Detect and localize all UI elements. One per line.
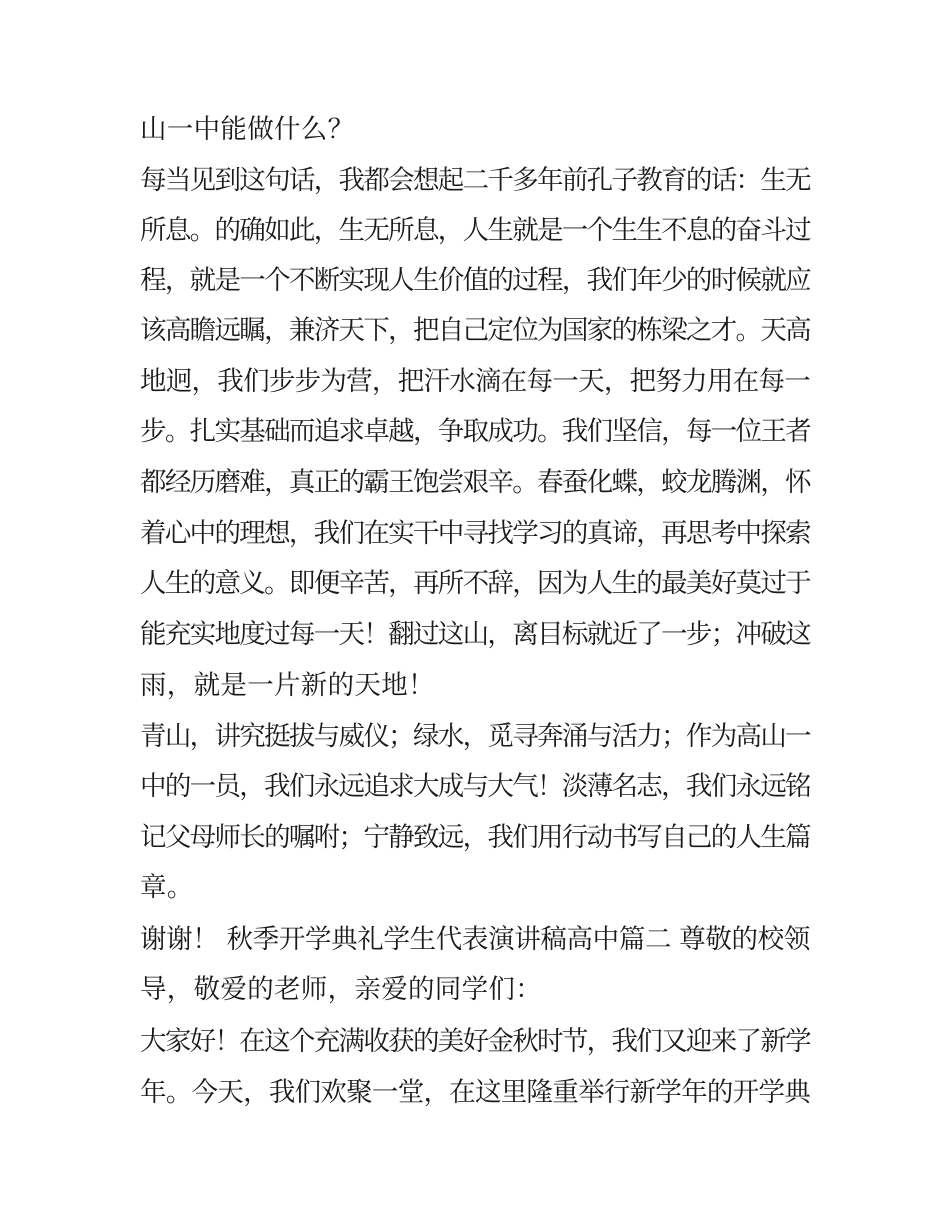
text-line: 中的一员，我们永远追求大成与大气！淡薄名志，我们永远铭	[140, 771, 810, 802]
text-line: 雨，就是一片新的天地！	[140, 670, 435, 701]
text-line: 山一中能做什么？	[140, 114, 355, 145]
text-line: 该高瞻远瞩，兼济天下，把自己定位为国家的栋梁之才。天高	[140, 315, 810, 346]
text-line: 人生的意义。即便辛苦，再所不辞，因为人生的最美好莫过于	[140, 568, 810, 599]
text-line: 记父母师长的嘱咐；宁静致远，我们用行动书写自己的人生篇	[140, 822, 810, 853]
text-line: 导，敬爱的老师，亲爱的同学们：	[140, 974, 542, 1005]
text-line: 大家好！在这个充满收获的美好金秋时节，我们又迎来了新学	[140, 1026, 810, 1057]
text-line: 每当见到这句话，我都会想起二千多年前孔子教育的话：生无	[140, 165, 810, 196]
text-line: 青山，讲究挺拔与威仪；绿水，觅寻奔涌与活力；作为高山一	[140, 721, 810, 752]
text-line: 都经历磨难，真正的霸王饱尝艰辛。春蚕化蝶，蛟龙腾渊，怀	[140, 467, 810, 498]
text-line: 年。今天，我们欢聚一堂，在这里隆重举行新学年的开学典	[140, 1077, 810, 1108]
text-line: 所息。的确如此，生无所息，人生就是一个生生不息的奋斗过	[140, 215, 810, 246]
text-line: 能充实地度过每一天！翻过这山，离目标就近了一步；冲破这	[140, 619, 810, 650]
text-line: 着心中的理想，我们在实干中寻找学习的真谛，再思考中探索	[140, 518, 810, 549]
text-line: 程，就是一个不断实现人生价值的过程，我们年少的时候就应	[140, 265, 810, 296]
text-line: 谢谢！ 秋季开学典礼学生代表演讲稿高中篇二 尊敬的校领	[140, 924, 810, 955]
text-line: 章。	[140, 872, 194, 903]
text-line: 步。扎实基础而追求卓越，争取成功。我们坚信，每一位王者	[140, 416, 810, 447]
text-line: 地迥，我们步步为营，把汗水滴在每一天，把努力用在每一	[140, 366, 810, 397]
